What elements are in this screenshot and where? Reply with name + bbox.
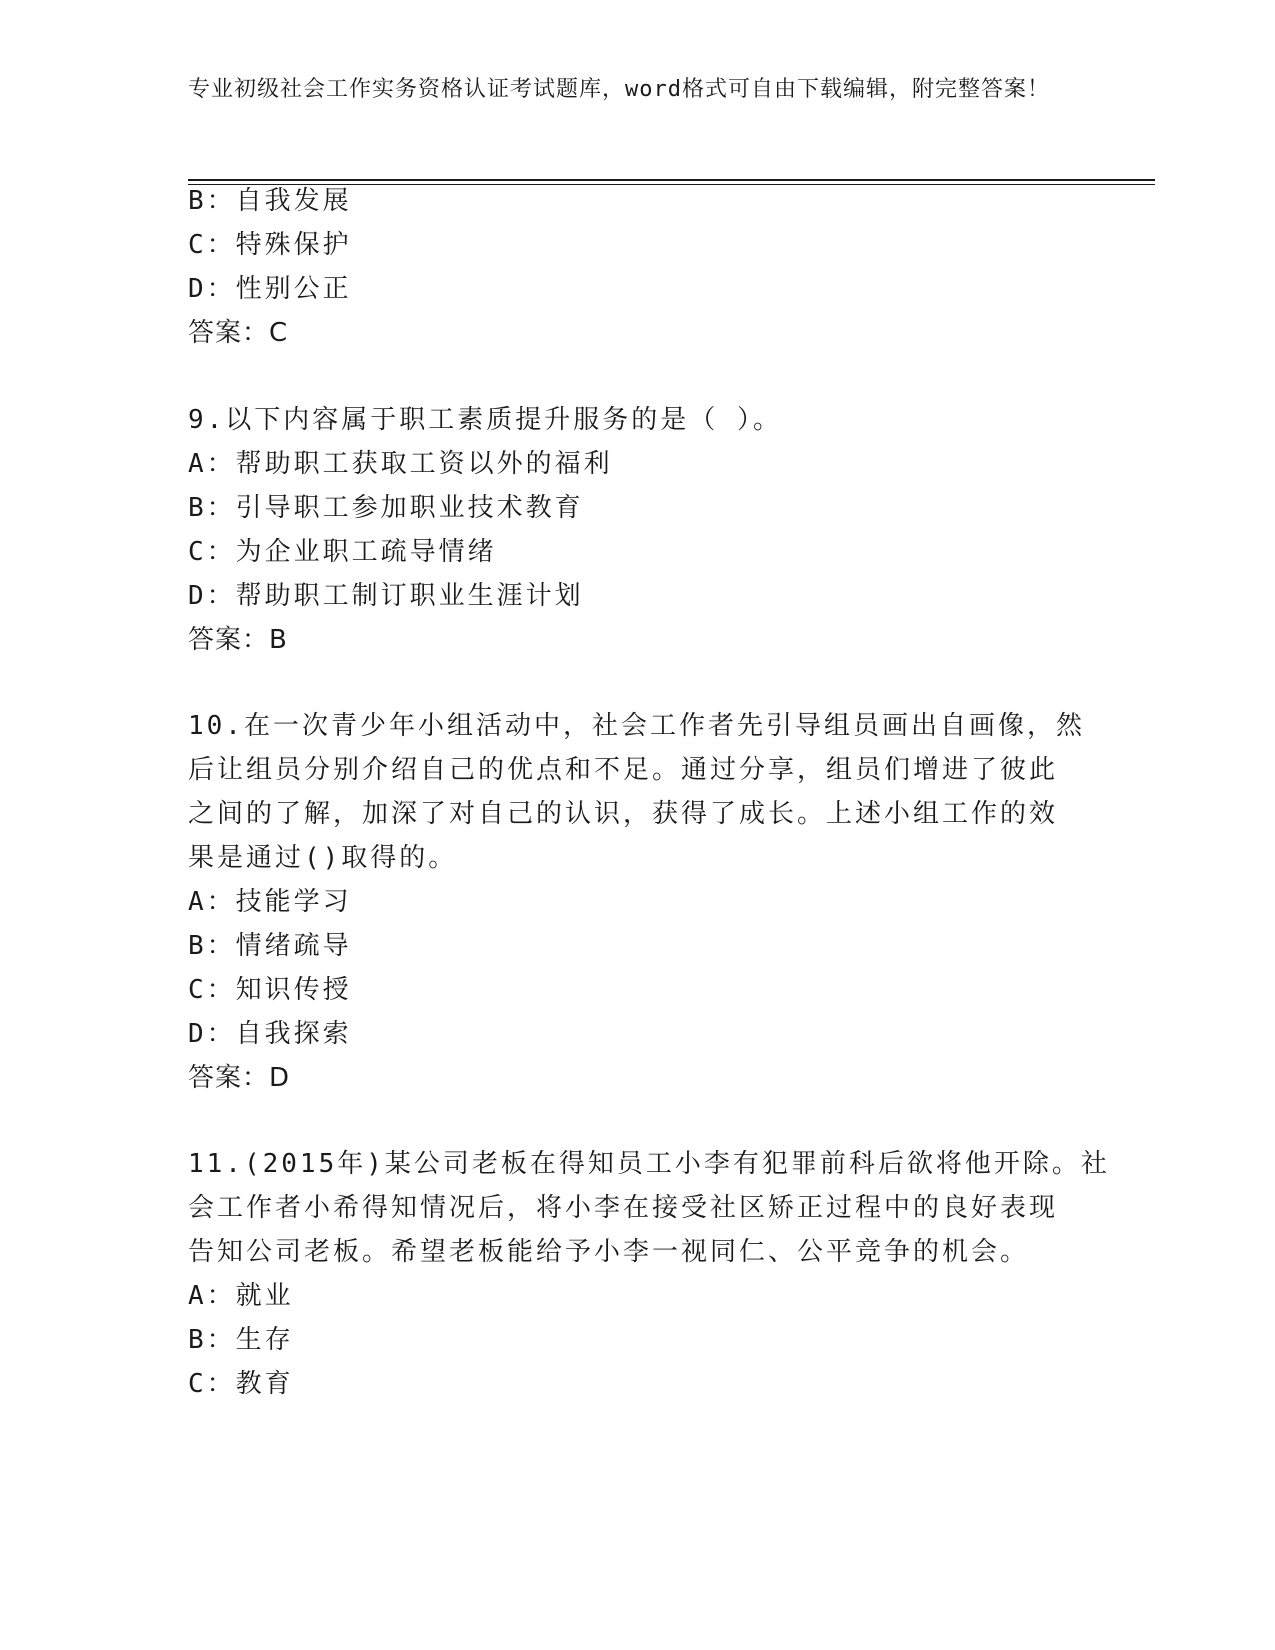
- prev-answer: 答案：C: [188, 318, 289, 348]
- q9-option-d: D：帮助职工制订职业生涯计划: [188, 581, 584, 611]
- q9-option-c: C：为企业职工疏导情绪: [188, 537, 497, 567]
- document-header: 专业初级社会工作实务资格认证考试题库，word格式可自由下载编辑，附完整答案！: [188, 77, 1050, 102]
- prev-option-b: B：自我发展: [188, 186, 352, 216]
- q10-stem-line-3: 之间的了解，加深了对自己的认识，获得了成长。上述小组工作的效: [188, 799, 1059, 829]
- q10-stem-line-1: 10.在一次青少年小组活动中，社会工作者先引导组员画出自画像，然: [188, 711, 1085, 741]
- q11-option-c: C：教育: [188, 1369, 294, 1399]
- q10-option-b: B：情绪疏导: [188, 931, 352, 961]
- q10-stem-line-4: 果是通过()取得的。: [188, 843, 458, 873]
- q11-stem-line-1: 11.(2015年)某公司老板在得知员工小李有犯罪前科后欲将他开除。社: [188, 1149, 1110, 1179]
- q10-option-a: A：技能学习: [188, 887, 352, 917]
- q11-stem-line-3: 告知公司老板。希望老板能给予小李一视同仁、公平竞争的机会。: [188, 1237, 1030, 1267]
- q10-answer: 答案：D: [188, 1063, 291, 1093]
- q10-option-c: C：知识传授: [188, 975, 352, 1005]
- q9-answer: 答案：B: [188, 625, 288, 655]
- q10-option-d: D：自我探索: [188, 1019, 352, 1049]
- q11-option-a: A：就业: [188, 1281, 294, 1311]
- q11-stem-line-2: 会工作者小希得知情况后，将小李在接受社区矫正过程中的良好表现: [188, 1193, 1059, 1223]
- prev-option-c: C：特殊保护: [188, 230, 352, 260]
- q10-stem-line-2: 后让组员分别介绍自己的优点和不足。通过分享，组员们增进了彼此: [188, 755, 1059, 785]
- q11-option-b: B：生存: [188, 1325, 294, 1355]
- q9-option-a: A：帮助职工获取工资以外的福利: [188, 449, 613, 479]
- q9-stem: 9.以下内容属于职工素质提升服务的是（ ）。: [188, 405, 782, 435]
- prev-option-d: D：性别公正: [188, 274, 352, 304]
- q9-option-b: B：引导职工参加职业技术教育: [188, 493, 584, 523]
